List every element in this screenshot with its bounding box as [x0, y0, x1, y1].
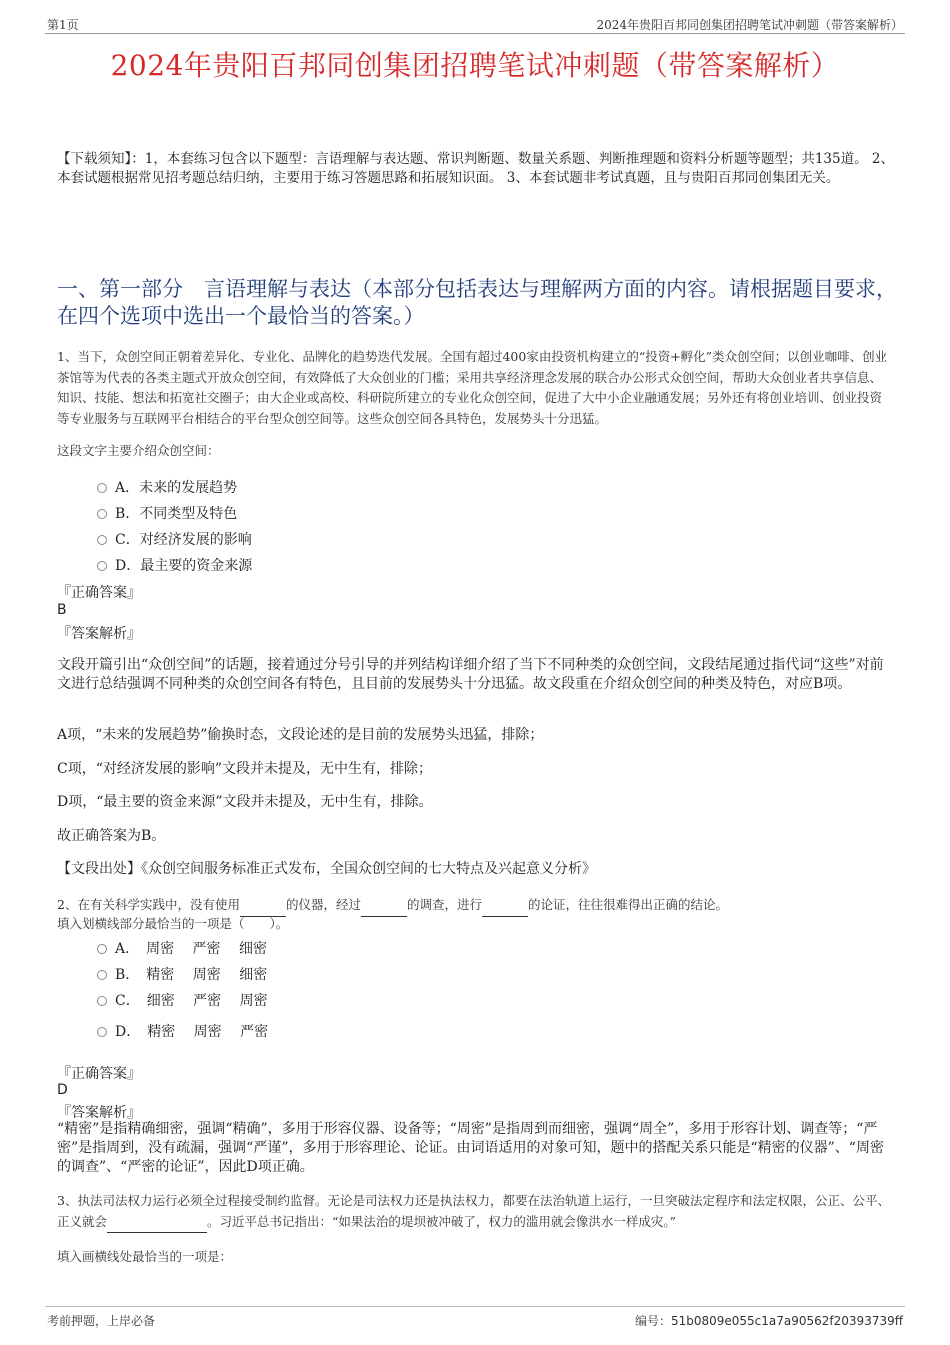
radio-icon — [97, 535, 107, 545]
question-3-prompt: 填入画横线处最恰当的一项是： — [57, 1249, 233, 1264]
page-title: 2024年贵阳百邦同创集团招聘笔试冲刺题（带答案解析） — [110, 49, 840, 82]
radio-icon — [97, 1027, 107, 1037]
radio-icon — [97, 509, 107, 519]
question-1-answer: B — [57, 602, 67, 618]
question-1-analysis-a: A项，“未来的发展趋势”偷换时态，文段论述的是目前的发展势头迅猛，排除； — [57, 727, 544, 743]
question-1-option-b[interactable]: B．不同类型及特色 — [97, 503, 237, 523]
question-1-stem: 1、当下，众创空间正朝着差异化、专业化、品牌化的趋势迭代发展。全国有超过400家由投资机构建立的“投资+孵化”类众创空间；以创业咖啡、创业茶馆等为代表的各类主题式开放众创空间，有效降低了大众创业的门槛；采用共享经济理念发展的联合办公形式众创空间，帮助大众创业者共享信息、知识、技能、想法和拓宽社交圈子；由大企业或高校、科研院所建立的专业化众创空间，促进了大中小企业融通发展；另外还有将创业培训、创业投资等专业服务与互联网平台相结合的平台型众创空间等。这些众创空间各具特色，发展势头十分迅猛。 — [57, 349, 888, 426]
download-notice: 【下载须知】：1，本套练习包含以下题型：言语理解与表达题、常识判断题、数量关系题、判断推理题和资料分析题等题型；共135道。 2、本套试题根据常见招考题总结归纳，主要用于练习答题思路和拓展知识面。 3、本套试题非考试真题，且与贵阳百邦同创集团无关。 — [57, 151, 894, 186]
question-3-stem: 3、执法司法权力运行必须全过程接受制约监督。无论是司法权力还是执法权力，都要在法治轨道上运行，一旦突破法定程序和法定权限，公正、公平、正义就会 。习近平总书记指出：“如果法治的堤坝被冲破了，权力的滥用就会像洪水一样成灾。” — [57, 1191, 892, 1233]
radio-icon — [97, 996, 107, 1006]
radio-icon — [97, 561, 107, 571]
question-1-analysis-label: 『答案解析』 — [57, 626, 141, 642]
question-2-prompt: 填入划横线部分最恰当的一项是（ ）。 — [57, 916, 289, 931]
question-2-option-c[interactable]: C． 细密 严密 周密 — [97, 990, 268, 1010]
question-2-analysis: “精密”是指精确细密，强调“精确”，多用于形容仪器、设备等；“周密”是指周到而细密，强调“周全”，多用于形容计划、调查等；“严密”是指周到，没有疏漏，强调“严谨”，多用于形容理论、论证。由词语适用的对象可知，题中的搭配关系只能是“精密的仪器”、“周密的调查”、“严密的论证”，因此D项正确。 — [57, 1121, 884, 1175]
radio-icon — [97, 970, 107, 980]
question-2-answer-label: 『正确答案』 — [57, 1066, 141, 1082]
question-1-prompt: 这段文字主要介绍众创空间： — [57, 443, 220, 458]
question-1-option-c[interactable]: C．对经济发展的影响 — [97, 529, 252, 549]
blank-line — [361, 895, 407, 917]
blank-line — [107, 1212, 207, 1234]
question-2-option-d[interactable]: D． 精密 周密 严密 — [97, 1021, 268, 1041]
question-2-stem: 2、在有关科学实践中，没有使用 的仪器，经过 的调查，进行 的论证，往往很难得出正确的结论。 — [57, 895, 897, 917]
question-1-analysis-c: C项，“对经济发展的影响”文段并未提及，无中生有，排除； — [57, 761, 433, 777]
question-1-answer-label: 『正确答案』 — [57, 585, 141, 601]
question-2-option-a[interactable]: A． 周密 严密 细密 — [97, 938, 267, 958]
question-1-option-a[interactable]: A．未来的发展趋势 — [97, 477, 237, 497]
radio-icon — [97, 483, 107, 493]
radio-icon — [97, 944, 107, 954]
question-1-conclusion: 故正确答案为B。 — [57, 828, 166, 844]
question-2-analysis-label: 『答案解析』 — [57, 1105, 141, 1121]
footer-slogan: 考前押题，上岸必备 — [47, 1314, 156, 1328]
question-1-source: 【文段出处】《众创空间服务标准正式发布，全国众创空间的七大特点及兴起意义分析》 — [57, 861, 596, 877]
header-doc-title: 2024年贵阳百邦同创集团招聘笔试冲刺题（带答案解析） — [596, 18, 903, 32]
footer-code: 编号：51b0809e055c1a7a90562f20393739ff — [634, 1314, 903, 1328]
question-2-answer: D — [57, 1082, 68, 1098]
header-divider — [45, 33, 905, 34]
question-1-option-d[interactable]: D．最主要的资金来源 — [97, 555, 252, 575]
blank-line — [482, 895, 528, 917]
question-1-analysis-d: D项，“最主要的资金来源”文段并未提及，无中生有，排除。 — [57, 794, 433, 810]
question-2-option-b[interactable]: B． 精密 周密 细密 — [97, 964, 267, 984]
page-number: 第1页 — [47, 18, 79, 32]
footer-divider — [45, 1306, 905, 1307]
question-1-analysis-main: 文段开篇引出“众创空间”的话题，接着通过分号引导的并列结构详细介绍了当下不同种类的众创空间，文段结尾通过指代词“这些”对前文进行总结强调不同种类的众创空间各有特色，且目前的发展势头十分迅猛。故文段重在介绍众创空间的种类及特色，对应B项。 — [57, 657, 884, 692]
section-heading: 一、第一部分 言语理解与表达（本部分包括表达与理解两方面的内容。请根据题目要求，在四个选项中选出一个最恰当的答案。） — [57, 277, 897, 328]
